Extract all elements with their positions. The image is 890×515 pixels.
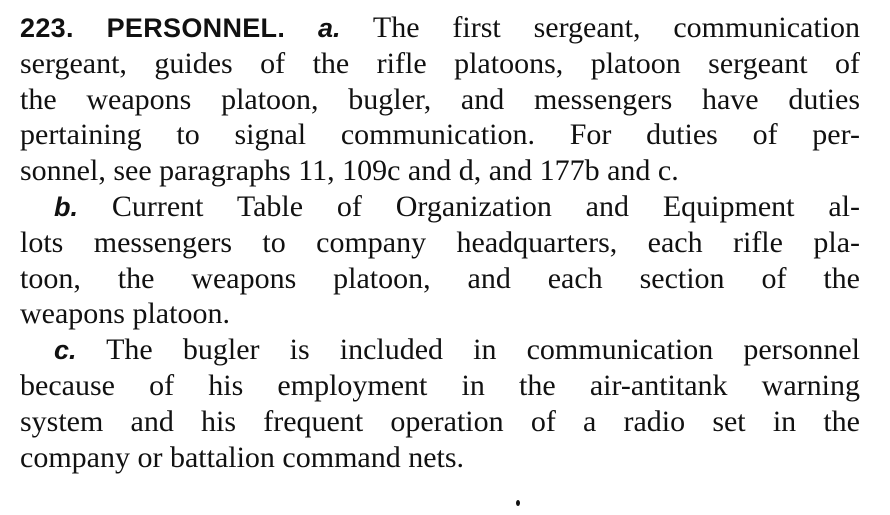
- text-line: company or battalion command nets.: [20, 440, 465, 474]
- subparagraph-letter-c: c.: [54, 335, 77, 366]
- text-line: pertaining to signal communication. For duties of per-: [20, 118, 860, 152]
- document-page: [20, 10, 860, 475]
- text-line: because of his employment in the air-antitank warning: [20, 368, 860, 402]
- text-line: sonnel, see paragraphs 11, 109c and d, and 177b and c.: [20, 154, 679, 188]
- text-span: The first sergeant, communication: [372, 11, 860, 44]
- text-line: lots messengers to company headquarters, each rifle pla-: [20, 225, 860, 259]
- text-line: the weapons platoon, bugler, and messengers have duties: [20, 82, 860, 116]
- text-line: weapons platoon.: [20, 297, 230, 331]
- paragraph-number: 223.: [20, 13, 74, 43]
- text-span: Current Table of Organization and Equipment al-: [111, 189, 861, 223]
- subparagraph-letter-b: b.: [54, 191, 78, 222]
- text-line: [20, 332, 860, 368]
- text-line: system and his frequent operation of a radio set in the: [20, 404, 860, 438]
- text-line: sergeant, guides of the rifle platoons, platoon sergeant of: [20, 46, 860, 80]
- text-line: toon, the weapons platoon, and each section of the: [20, 261, 860, 295]
- text-span: The bugler is included in communication personnel: [106, 333, 860, 367]
- text-line: [20, 189, 860, 225]
- paragraph-title: PERSONNEL.: [106, 13, 286, 43]
- ink-mark: [516, 500, 520, 506]
- subparagraph-letter-a: a.: [318, 13, 341, 43]
- text-line: [20, 10, 860, 46]
